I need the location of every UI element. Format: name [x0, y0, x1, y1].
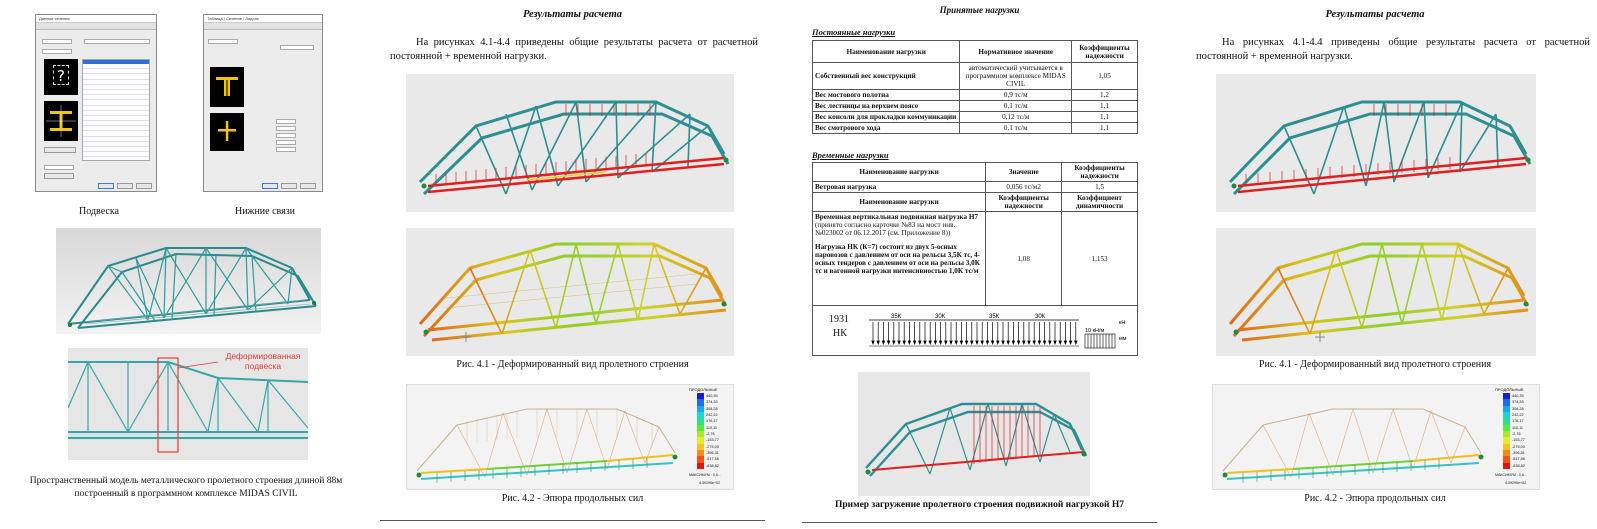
axle-arrow-head [1059, 341, 1061, 344]
table-cell: 1,1 [1072, 123, 1138, 134]
col-header-name-2: Наименование нагрузки [813, 193, 986, 212]
table-cell: 1,05 [1072, 63, 1138, 90]
legend-value: 110,11 [706, 425, 718, 430]
apply-button[interactable] [117, 183, 133, 189]
section-preview-angle-2 [210, 113, 244, 151]
section-id-field[interactable] [208, 39, 238, 44]
table-cell: 1,2 [1072, 90, 1138, 101]
double-angle-icon [210, 67, 244, 107]
i-beam-icon [44, 101, 78, 141]
table-cell: 1,08 [986, 212, 1062, 306]
axle-arrow-head [887, 341, 889, 344]
axle-arrow-head [1023, 341, 1025, 344]
truss-3d-model-image [56, 228, 321, 334]
scheme-year: 1931 [829, 314, 849, 325]
legend-value: -396,31 [706, 451, 719, 455]
col-header-reliability: Коэффициенты надежности [1062, 163, 1138, 182]
axial-force-truss [1213, 385, 1493, 491]
permanent-loads-table [812, 40, 1138, 134]
table-cell: 0,1 тс/м [960, 101, 1072, 112]
axle-arrow-head [1054, 341, 1056, 344]
import-button[interactable] [44, 147, 76, 153]
axle-arrow-head [898, 341, 900, 344]
axle-arrow-head [1049, 341, 1051, 344]
legend-value: -638,82 [706, 463, 719, 468]
panel-results-2 [1190, 0, 1597, 529]
col-header-value: Значение [986, 163, 1062, 182]
section-preview-angle [210, 67, 244, 107]
loading-example-image [858, 372, 1090, 496]
apply-button[interactable] [281, 183, 297, 189]
axle-arrow-head [1028, 341, 1030, 344]
legend-footer-2: 4.39295e+02 [699, 481, 721, 485]
angle-icon [210, 113, 244, 151]
axle-arrow-head [934, 341, 936, 344]
ok-button[interactable] [262, 183, 278, 189]
table-cell: 0,1 тс/м [960, 123, 1072, 134]
loads-title: Принятые нагрузки [939, 5, 1020, 15]
axle-arrow-head [960, 341, 962, 344]
axle-label-4: 30К [1035, 314, 1046, 320]
axle-arrow-head [939, 341, 941, 344]
axle-label-3: 35К [989, 314, 1000, 320]
table-cell: 1,5 [1062, 182, 1138, 193]
legend-value: -2,76 [1512, 432, 1521, 436]
legend-value: -517,56 [1512, 457, 1525, 462]
legend-value: 440,39 [1512, 394, 1524, 398]
truss-loaded-image [1216, 74, 1536, 212]
legend-value: 374,33 [1512, 400, 1524, 405]
dim-field-h[interactable] [276, 119, 296, 124]
caption-fig-4-2: Рис. 4.2 - Эпюра продольных сил [1304, 493, 1446, 504]
table-cell: Вес лестницы на верхнем поясе [813, 101, 960, 112]
table-cell: Ветровая нагрузка [813, 182, 986, 193]
nk-load-text: Нагрузка НК (К=7) состоит из двух 5-осных паровозов с давлением от оси на рельсы 3,5К тс, 4-осных тендеров с давлением от оси на рельсы 3,0К тс и вагонной нагрузки интенсивностью 1,0К тс/м [815, 243, 980, 275]
section-name-field[interactable] [42, 49, 72, 54]
axle-arrow-head [1069, 341, 1071, 344]
axle-label-1: 35К [891, 314, 902, 320]
section-type-select[interactable] [84, 39, 150, 44]
axle-arrow-head [965, 341, 967, 344]
nk-load-scheme [867, 310, 1135, 354]
axle-arrow-head [913, 341, 915, 344]
legend-value: -638,82 [1512, 463, 1525, 468]
col-header-reliability: Коэффициенты надежности [1072, 41, 1138, 63]
legend-swatch [697, 463, 704, 469]
legend-value: -396,31 [1512, 451, 1525, 455]
unit-kn: кН [1119, 320, 1126, 326]
dim-field-tf[interactable] [276, 140, 296, 145]
axle-arrow-head [882, 341, 884, 344]
table-cell: автоматический учитывается в программном комплексе MIDAS CIVIL [960, 63, 1072, 90]
axle-arrow-head [893, 341, 895, 344]
force-legend [1503, 393, 1537, 469]
legend-value: 176,17 [706, 419, 718, 424]
axle-arrow-head [1075, 341, 1077, 344]
legend-value: -275,00 [1512, 444, 1525, 449]
caption-model-line1: Пространственный модель металлического пролетного строения длиной 88м [29, 476, 343, 486]
uniform-load-label: 10 кН/м [1085, 328, 1105, 334]
axle-arrow-head [981, 341, 983, 344]
legend-footer-1: МАКСИМУМ : 0,6... [1495, 473, 1527, 477]
axle-arrow-head [1007, 341, 1009, 344]
axle-label-2: 30К [935, 314, 946, 320]
table-cell: 0,9 тс/м [960, 90, 1072, 101]
axle-arrow-head [950, 341, 952, 344]
unit-mm: мм [1119, 336, 1127, 342]
truss-deformed-image [1216, 228, 1536, 356]
section-title: Результаты расчета [522, 9, 623, 20]
axle-arrow-head [924, 341, 926, 344]
ok-button[interactable] [98, 183, 114, 189]
legend-value: -2,76 [706, 432, 715, 436]
panel-accepted-loads [802, 0, 1157, 529]
dim-field-c[interactable] [276, 147, 296, 152]
table-cell: 0,12 тс/м [960, 112, 1072, 123]
legend-footer-2: 4.39295e+02 [1505, 481, 1527, 485]
section-data-dialog-right [203, 14, 323, 192]
panel-model-description [0, 0, 372, 529]
axial-force-diagram [406, 384, 734, 490]
axle-arrow-head [1064, 341, 1066, 344]
legend-value: 308,28 [1512, 406, 1524, 411]
axle-arrow-head [908, 341, 910, 344]
legend-value: -153,77 [1512, 438, 1525, 443]
axle-arrow-head [1017, 341, 1019, 344]
caption-fig-4-1: Рис. 4.1 - Деформированный вид пролетного строения [1258, 359, 1492, 370]
section-properties-grid[interactable] [82, 59, 150, 161]
legend-value: 110,11 [1512, 425, 1524, 430]
legend-value: 242,22 [706, 413, 718, 417]
axle-arrow-head [971, 341, 973, 344]
caption-model-line2: построенный в программном комплексе MIDAS CIVIL [74, 489, 298, 499]
dialog-title: Данные сечения [36, 15, 156, 23]
panel-results-1 [380, 0, 765, 529]
axle-arrow-head [1012, 341, 1014, 344]
table-cell: Вес мостового полотна [813, 90, 960, 101]
axle-arrow-head [997, 341, 999, 344]
axle-arrow-head [955, 341, 957, 344]
axle-arrow-head [903, 341, 905, 344]
legend-value: 308,28 [706, 406, 718, 411]
axle-arrow-head [945, 341, 947, 344]
axle-arrow-head [1033, 341, 1035, 344]
dialog-title: Таблица / Сечение / Ладонь [204, 15, 322, 23]
legend-value: 176,17 [1512, 419, 1524, 424]
axle-arrow-head [877, 341, 879, 344]
callout-label-line2: подвеска [244, 361, 282, 371]
legend-value: 440,39 [706, 394, 718, 398]
dialog-tabs[interactable] [36, 23, 156, 30]
live-load-description [813, 212, 986, 306]
scheme-code: НК [833, 328, 847, 339]
force-legend [697, 393, 731, 469]
col-header-name: Наименование нагрузки [813, 163, 986, 182]
table-cell: 1,1 [1072, 112, 1138, 123]
dim-field-tw[interactable] [276, 133, 296, 138]
live-load-note: (принято согласно карточке №83 на мост инв. №023002 от 06.12.2017 (см. Приложение 8)) [815, 221, 956, 237]
axle-arrow-head [976, 341, 978, 344]
table-cell: Вес смотрового хода [813, 123, 960, 134]
col-header-reliability-2: Коэффициенты надежности [986, 193, 1062, 212]
legend-value: -517,56 [706, 457, 719, 462]
legend-value: -275,00 [706, 444, 719, 449]
axle-arrow-head [929, 341, 931, 344]
axle-arrow-head [1038, 341, 1040, 344]
axle-arrow-head [872, 341, 874, 344]
table-cell: 0,056 тс/м2 [986, 182, 1062, 193]
results-paragraph: На рисунках 4.1-4.4 приведены общие результаты расчета от расчетной постоянной + временной нагрузки. [390, 37, 758, 62]
section-id-field[interactable] [42, 39, 72, 44]
table-cell: Вес консоли для прокладки коммуникации [813, 112, 960, 123]
legend-title: ПРОДОЛЬНЫЕ [689, 387, 718, 392]
caption-loading-example: Пример загружение пролетного строения подвижной нагрузкой Н7 [834, 500, 1125, 510]
truss-deformed-image [406, 228, 734, 356]
caption-fig-4-2: Рис. 4.2 - Эпюра продольных сил [501, 493, 644, 504]
change-offset-button[interactable] [44, 173, 74, 179]
truss-loaded-image [406, 74, 734, 212]
cancel-button[interactable] [300, 183, 316, 189]
live-load-title: Временная вертикальная подвижная нагрузка Н7 [815, 213, 979, 221]
section-preview-unknown: ? [44, 59, 78, 95]
cancel-button[interactable] [136, 183, 152, 189]
axle-arrow-head [1002, 341, 1004, 344]
permanent-loads-heading: Постоянные нагрузки [812, 27, 896, 37]
axial-force-diagram [1212, 384, 1540, 490]
dim-field-b[interactable] [276, 126, 296, 131]
results-paragraph: На рисунках 4.1-4.4 приведены общие результаты расчета от расчетной постоянной + временной нагрузки. [1196, 37, 1590, 62]
dialog-tabs[interactable] [204, 23, 322, 30]
temporary-loads-table [812, 162, 1138, 356]
section-preview-i-beam [44, 101, 78, 141]
temporary-loads-heading: Временные нагрузки [812, 150, 889, 160]
legend-value: 242,22 [1512, 413, 1524, 417]
caption-fig-4-1: Рис. 4.1 - Деформированный вид пролетного строения [456, 359, 689, 370]
table-cell: 1,153 [1062, 212, 1138, 306]
axial-force-truss [407, 385, 687, 491]
legend-swatch [1503, 463, 1510, 469]
section-type-select[interactable] [280, 45, 314, 50]
col-header-normative: Нормативное значение [960, 41, 1072, 63]
legend-value: -153,77 [706, 438, 719, 443]
table-cell: Собственный вес конструкций [813, 63, 960, 90]
section-data-dialog-left [35, 14, 157, 192]
caption-bottom-bracing: Нижние связи [234, 206, 296, 217]
col-header-dynamic: Коэффициент динамичности [1062, 193, 1138, 212]
deformed-hanger-detail-image [68, 348, 308, 460]
axle-arrow-head [1043, 341, 1045, 344]
section-title: Результаты расчета [1325, 9, 1425, 20]
col-header-name: Наименование нагрузки [813, 41, 960, 63]
offset-field[interactable] [44, 165, 74, 170]
callout-label-line1: Деформированная [225, 351, 301, 361]
legend-value: 374,33 [706, 400, 718, 405]
axle-arrow-head [919, 341, 921, 344]
axle-arrow-head [991, 341, 993, 344]
load-scheme-cell [813, 306, 1138, 356]
axle-arrow-head [986, 341, 988, 344]
legend-footer-1: МАКСИМУМ : 0,6... [689, 473, 721, 477]
legend-title: ПРОДОЛЬНЫЕ [1495, 387, 1524, 392]
table-cell: 1,1 [1072, 101, 1138, 112]
caption-hanger: Подвеска [79, 206, 119, 217]
